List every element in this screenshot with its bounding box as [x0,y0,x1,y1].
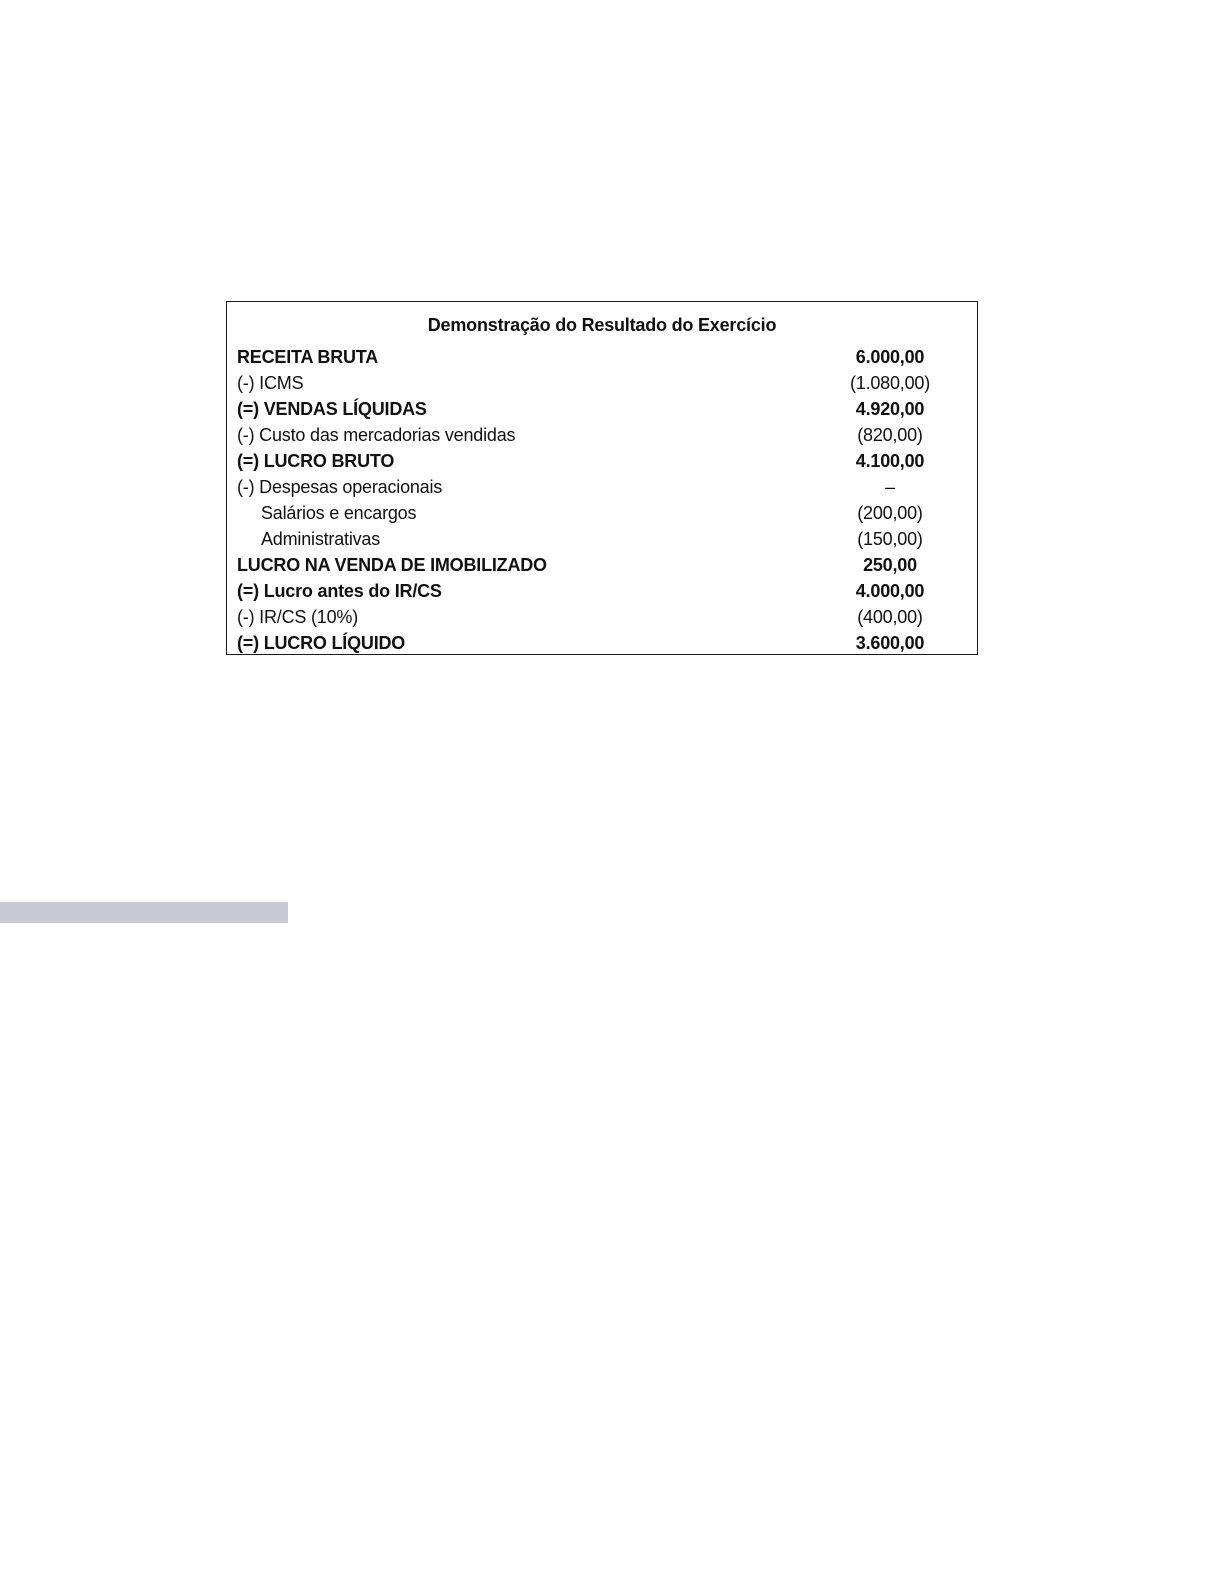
row-receita-bruta [227,344,977,370]
row-value: 250,00 [863,555,917,575]
statement-title: Demonstração do Resultado do Exercício [427,315,777,335]
row-label: (-) IR/CS (10%) [237,607,359,627]
row-label: (-) Despesas operacionais [237,477,443,497]
row-label: RECEITA BRUTA [237,347,379,367]
row-label: (=) LUCRO LÍQUIDO [237,633,406,653]
row-label: (=) LUCRO BRUTO [237,451,395,471]
row-value: 4.100,00 [855,451,925,471]
row-value: (1.080,00) [849,373,931,393]
row-administrativas [227,526,977,552]
row-ir-cs [227,604,977,630]
row-value: (400,00) [857,607,923,627]
row-custo-mercadorias [227,422,977,448]
row-label: (=) Lucro antes do IR/CS [237,581,442,601]
row-label: LUCRO NA VENDA DE IMOBILIZADO [237,555,547,575]
row-label: Administrativas [261,529,381,549]
row-value: – [885,477,895,497]
row-value: 4.920,00 [855,399,925,419]
row-label: Salários e encargos [261,503,417,523]
statement-rows [227,344,977,656]
row-label: (-) Custo das mercadorias vendidas [237,425,516,445]
row-value: (200,00) [857,503,923,523]
row-label: (-) ICMS [237,373,304,393]
row-lucro-bruto [227,448,977,474]
row-vendas-liquidas [227,396,977,422]
row-despesas-operacionais [227,474,977,500]
gray-bar [0,902,288,923]
row-value: (820,00) [857,425,923,445]
row-value: 6.000,00 [855,347,925,367]
row-lucro-antes-ir-cs [227,578,977,604]
row-value: (150,00) [857,529,923,549]
row-value: 4.000,00 [855,581,925,601]
row-lucro-liquido [227,630,977,656]
row-lucro-venda-imobilizado [227,552,977,578]
row-value: 3.600,00 [855,633,925,653]
income-statement-table [226,301,978,655]
row-icms [227,370,977,396]
row-label: (=) VENDAS LÍQUIDAS [237,399,427,419]
row-salarios-encargos [227,500,977,526]
